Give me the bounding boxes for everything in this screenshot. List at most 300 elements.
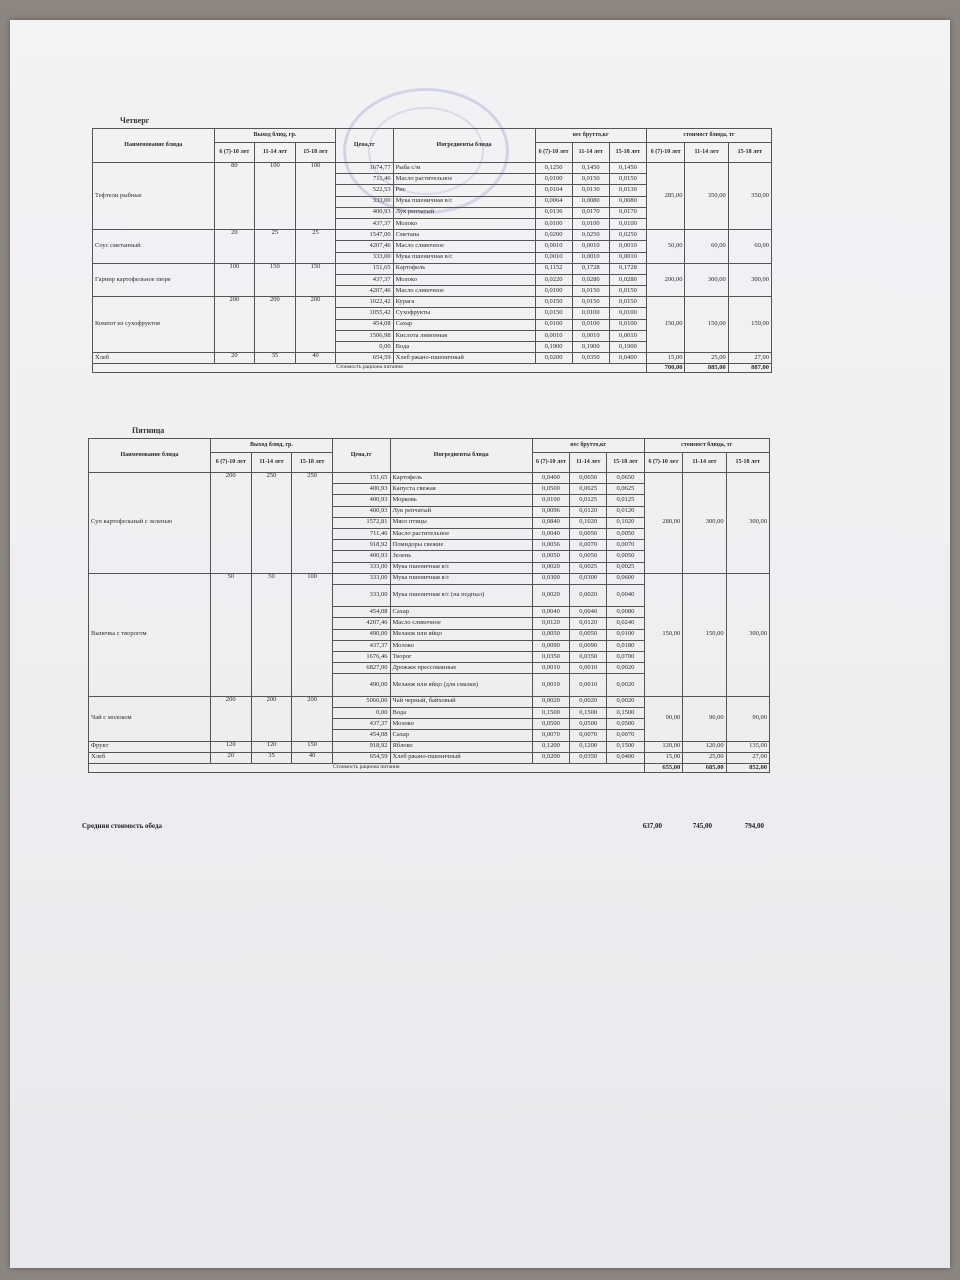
ingredient-price: 918,92 <box>332 741 390 752</box>
ingredient-name: Масло сливочное <box>393 241 535 252</box>
col-header-age: 6 (7)-10 лет <box>644 453 683 473</box>
ingredient-price: 711,46 <box>332 528 390 539</box>
ingredient-price: 400,93 <box>332 551 390 562</box>
ingredient-weight: 0,0400 <box>609 353 646 364</box>
dish-portion: 100 <box>214 263 255 297</box>
ingredient-weight: 0,0070 <box>607 730 644 741</box>
ingredient-weight: 0,1500 <box>532 707 569 718</box>
ingredient-weight: 0,0650 <box>607 473 644 484</box>
ingredient-name: Лук репчатый <box>390 506 532 517</box>
ingredient-weight: 0,0150 <box>572 286 609 297</box>
ingredient-row <box>93 353 772 364</box>
ingredient-weight: 0,0025 <box>607 562 644 573</box>
ingredient-weight: 0,0100 <box>609 308 646 319</box>
ingredient-name: Масло растительное <box>393 174 535 185</box>
dish-name: Тефтели рыбные <box>93 163 215 230</box>
ingredient-weight: 0,1500 <box>607 707 644 718</box>
ingredient-weight: 0,0180 <box>607 640 644 651</box>
dish-cost: 90,00 <box>726 696 769 741</box>
dish-cost: 300,00 <box>683 473 726 574</box>
ingredient-weight: 0,0104 <box>535 185 572 196</box>
ingredient-weight: 0,0300 <box>570 573 607 584</box>
ingredient-name: Сметана <box>393 230 535 241</box>
ingredient-weight: 0,1900 <box>609 342 646 353</box>
ingredient-price: 400,93 <box>332 495 390 506</box>
col-header-gross-weight: вес брутто,кг <box>532 439 644 453</box>
ingredient-name: Мясо птицы <box>390 517 532 528</box>
ingredient-weight: 0,0010 <box>570 674 607 696</box>
ingredient-weight: 0,1450 <box>609 163 646 174</box>
dish-name: Компот из сухофруктов <box>93 297 215 353</box>
ingredient-weight: 0,0240 <box>607 618 644 629</box>
dish-portion: 150 <box>255 263 296 297</box>
col-header-gross-weight: вес брутто,кг <box>535 129 646 143</box>
dish-portion: 200 <box>214 297 255 353</box>
ingredient-weight: 0,0150 <box>609 174 646 185</box>
ingredient-weight: 0,0625 <box>607 484 644 495</box>
dish-cost: 25,00 <box>683 752 726 763</box>
ingredient-weight: 0,0050 <box>607 528 644 539</box>
ingredient-weight: 0,0150 <box>572 297 609 308</box>
ingredient-weight: 0,0120 <box>570 506 607 517</box>
ingredient-price: 1547,00 <box>336 230 393 241</box>
ingredient-weight: 0,0090 <box>532 640 569 651</box>
ingredient-weight: 0,0150 <box>535 297 572 308</box>
ingredient-weight: 0,0040 <box>570 607 607 618</box>
ingredient-row <box>89 696 770 707</box>
ingredient-weight: 0,0096 <box>532 506 569 517</box>
ingredient-row <box>93 163 772 174</box>
ingredient-price: 1506,98 <box>336 330 393 341</box>
col-header-price: Цена,тг <box>332 439 390 473</box>
col-header-age: 15-18 лет <box>609 143 646 163</box>
ingredient-weight: 0,1500 <box>570 707 607 718</box>
ingredient-name: Курага <box>393 297 535 308</box>
ingredient-price: 490,00 <box>332 674 390 696</box>
ingredient-weight: 0,0010 <box>570 663 607 674</box>
ingredient-weight: 0,0050 <box>570 528 607 539</box>
col-header-age: 11-14 лет <box>572 143 609 163</box>
ingredient-weight: 0,0090 <box>570 640 607 651</box>
dish-name: Гарнир картофельное пюре <box>93 263 215 297</box>
ingredient-weight: 0,0150 <box>609 286 646 297</box>
ingredient-name: Хлеб ржано-пшеничный <box>390 752 532 763</box>
menu-table-friday <box>88 438 770 773</box>
dish-cost: 150,00 <box>683 573 726 696</box>
ingredient-weight: 0,0100 <box>535 319 572 330</box>
ingredient-price: 0,00 <box>332 707 390 718</box>
ingredient-weight: 0,0100 <box>572 319 609 330</box>
ingredient-weight: 0,0100 <box>535 286 572 297</box>
dish-cost: 50,00 <box>646 230 685 264</box>
ingredient-weight: 0,0070 <box>570 730 607 741</box>
ingredient-name: Вода <box>393 342 535 353</box>
col-header-age: 15-18 лет <box>728 143 771 163</box>
ingredient-weight: 0,0350 <box>572 353 609 364</box>
ingredient-name: Масло сливочное <box>393 286 535 297</box>
ingredient-price: 654,59 <box>332 752 390 763</box>
ingredient-weight: 0,0120 <box>607 506 644 517</box>
dish-name: Выпечка с творогом <box>89 573 211 696</box>
day-title-friday: Пятница <box>132 426 165 435</box>
ingredient-weight: 0,0600 <box>607 573 644 584</box>
ingredient-row <box>89 573 770 584</box>
ingredient-weight: 0,0010 <box>535 241 572 252</box>
ingredient-price: 333,00 <box>332 562 390 573</box>
ingredient-name: Сахар <box>393 319 535 330</box>
ingredient-weight: 0,0100 <box>607 629 644 640</box>
ingredient-weight: 0,0400 <box>607 752 644 763</box>
ingredient-price: 151,65 <box>336 263 393 274</box>
ingredient-weight: 0,0020 <box>607 674 644 696</box>
ingredient-price: 1055,42 <box>336 308 393 319</box>
average-cost-value: 745,00 <box>692 822 712 830</box>
ingredient-name: Лук репчатый <box>393 207 535 218</box>
dish-portion: 250 <box>292 473 333 574</box>
header-row <box>93 129 772 143</box>
dish-cost: 120,00 <box>644 741 683 752</box>
ingredient-row <box>89 473 770 484</box>
ingredient-price: 4207,46 <box>332 618 390 629</box>
dish-name: Хлеб <box>93 353 215 364</box>
average-cost-value: 794,00 <box>744 822 764 830</box>
ingredient-price: 333,00 <box>336 196 393 207</box>
ingredient-name: Меланж или яйцо <box>390 629 532 640</box>
ingredient-name: Мука пшеничная в/с <box>393 196 535 207</box>
dish-portion: 200 <box>255 297 296 353</box>
dish-cost: 150,00 <box>646 297 685 353</box>
ingredient-weight: 0,0050 <box>570 629 607 640</box>
ingredient-price: 454,08 <box>332 730 390 741</box>
dish-cost: 90,00 <box>683 696 726 741</box>
ingredient-weight: 0,1900 <box>535 342 572 353</box>
ingredient-name: Вода <box>390 707 532 718</box>
ingredient-name: Картофель <box>393 263 535 274</box>
ingredient-price: 437,37 <box>332 719 390 730</box>
ingredient-weight: 0,0010 <box>609 241 646 252</box>
ingredient-weight: 0,0500 <box>570 719 607 730</box>
ingredient-weight: 0,0200 <box>535 353 572 364</box>
total-row <box>89 763 770 772</box>
ingredient-weight: 0,0040 <box>532 528 569 539</box>
ingredient-weight: 0,0100 <box>572 218 609 229</box>
ingredient-price: 522,53 <box>336 185 393 196</box>
dish-portion: 100 <box>295 163 336 230</box>
ingredient-price: 1022,42 <box>336 297 393 308</box>
dish-cost: 27,00 <box>728 353 771 364</box>
dish-cost: 200,00 <box>646 263 685 297</box>
col-header-dish-cost: стоимост блюда, тг <box>644 439 769 453</box>
dish-portion: 200 <box>295 297 336 353</box>
ingredient-weight: 0,0010 <box>609 252 646 263</box>
dish-portion: 40 <box>295 353 336 364</box>
col-header-ingredients: Ингредиенты блюда <box>393 129 535 163</box>
ingredient-price: 654,59 <box>336 353 393 364</box>
average-cost-value: 637,00 <box>642 822 662 830</box>
ingredient-name: Мука пшеничная в/с <box>390 562 532 573</box>
ingredient-weight: 0,0100 <box>535 174 572 185</box>
dish-portion: 20 <box>214 353 255 364</box>
ingredient-weight: 0,0050 <box>570 551 607 562</box>
dish-cost: 135,00 <box>726 741 769 752</box>
ingredient-price: 151,65 <box>332 473 390 484</box>
dish-portion: 120 <box>210 741 251 752</box>
ingredient-price: 4207,46 <box>336 241 393 252</box>
ingredient-name: Яблоко <box>390 741 532 752</box>
dish-cost: 350,00 <box>728 163 771 230</box>
ingredient-name: Помидоры свежие <box>390 540 532 551</box>
dish-portion: 200 <box>210 696 251 741</box>
ingredient-price: 1674,77 <box>336 163 393 174</box>
ingredient-row <box>93 263 772 274</box>
col-header-age: 15-18 лет <box>607 453 644 473</box>
ingredient-weight: 0,0010 <box>572 241 609 252</box>
ingredient-weight: 0,0100 <box>609 319 646 330</box>
dish-cost: 300,00 <box>685 263 728 297</box>
ingredient-name: Рыба с/м <box>393 163 535 174</box>
ingredient-name: Картофель <box>390 473 532 484</box>
ingredient-name: Хлеб ржано-пшеничный <box>393 353 535 364</box>
ingredient-row <box>93 297 772 308</box>
ingredient-weight: 0,0500 <box>532 719 569 730</box>
ingredient-weight: 0,0040 <box>532 607 569 618</box>
ingredient-weight: 0,0200 <box>535 230 572 241</box>
col-header-age: 11-14 лет <box>685 143 728 163</box>
dish-portion: 50 <box>251 573 292 696</box>
ingredient-weight: 0,1450 <box>572 163 609 174</box>
ingredient-price: 454,08 <box>336 319 393 330</box>
ingredient-price: 400,93 <box>332 484 390 495</box>
ingredient-price: 437,37 <box>336 218 393 229</box>
dish-portion: 250 <box>251 473 292 574</box>
ingredient-weight: 0,0280 <box>572 274 609 285</box>
col-header-price: Цена,тг <box>336 129 393 163</box>
col-header-age: 11-14 лет <box>251 453 292 473</box>
ingredient-weight: 0,0020 <box>607 663 644 674</box>
dish-portion: 50 <box>210 573 251 696</box>
col-header-age: 11-14 лет <box>255 143 296 163</box>
dish-cost: 15,00 <box>644 752 683 763</box>
dish-cost: 60,00 <box>685 230 728 264</box>
dish-cost: 280,00 <box>644 473 683 574</box>
dish-cost: 150,00 <box>728 297 771 353</box>
dish-cost: 90,00 <box>644 696 683 741</box>
dish-portion: 200 <box>210 473 251 574</box>
ingredient-price: 0,00 <box>336 342 393 353</box>
ingredient-weight: 0,0840 <box>532 517 569 528</box>
ingredient-weight: 0,0050 <box>607 551 644 562</box>
dish-cost: 60,00 <box>728 230 771 264</box>
dish-portion: 40 <box>292 752 333 763</box>
dish-name: Фрукт <box>89 741 211 752</box>
col-header-age: 15-18 лет <box>726 453 769 473</box>
ingredient-weight: 0,0170 <box>609 207 646 218</box>
ingredient-price: 5066,00 <box>332 696 390 707</box>
ingredient-weight: 0,0050 <box>532 551 569 562</box>
ingredient-price: 333,00 <box>336 252 393 263</box>
ingredient-weight: 0,1152 <box>535 263 572 274</box>
dish-portion: 80 <box>214 163 255 230</box>
ingredient-weight: 0,0010 <box>609 330 646 341</box>
col-header-dish-cost: стоимост блюда, тг <box>646 129 771 143</box>
ingredient-weight: 0,0020 <box>607 696 644 707</box>
ingredient-weight: 0,0350 <box>570 652 607 663</box>
ingredient-weight: 0,0220 <box>535 274 572 285</box>
ingredient-weight: 0,1020 <box>570 517 607 528</box>
ingredient-weight: 0,0280 <box>609 274 646 285</box>
ingredient-name: Мука пшеничная в/с <box>393 252 535 263</box>
col-header-dish: Наименование блюда <box>93 129 215 163</box>
col-header-portion: Выход блюд, гр. <box>214 129 336 143</box>
total-value: 685,00 <box>683 763 726 772</box>
ingredient-name: Молоко <box>393 218 535 229</box>
ingredient-weight: 0,0700 <box>607 652 644 663</box>
total-row <box>93 364 772 373</box>
ingredient-price: 400,93 <box>332 506 390 517</box>
ingredient-weight: 0,0070 <box>570 540 607 551</box>
dish-cost: 300,00 <box>726 473 769 574</box>
ingredient-weight: 0,1500 <box>607 741 644 752</box>
ingredient-name: Меланж или яйцо (для смазки) <box>390 674 532 696</box>
ingredient-weight: 0,0020 <box>570 696 607 707</box>
ingredient-weight: 0,0150 <box>535 308 572 319</box>
ingredient-name: Чай черный, байховый <box>390 696 532 707</box>
ingredient-weight: 0,0056 <box>532 540 569 551</box>
menu-table-thursday <box>92 128 772 373</box>
ingredient-weight: 0,0040 <box>607 584 644 606</box>
col-header-portion: Выход блюд, гр. <box>210 439 332 453</box>
ingredient-price: 437,37 <box>332 640 390 651</box>
ingredient-weight: 0,1250 <box>535 163 572 174</box>
ingredient-weight: 0,0130 <box>572 185 609 196</box>
ingredient-weight: 0,0050 <box>532 629 569 640</box>
ingredient-weight: 0,0020 <box>570 584 607 606</box>
ingredient-row <box>93 230 772 241</box>
ingredient-weight: 0,0020 <box>532 562 569 573</box>
dish-portion: 25 <box>255 230 296 264</box>
ingredient-weight: 0,0100 <box>609 218 646 229</box>
ingredient-name: Сахар <box>390 607 532 618</box>
ingredient-weight: 0,0120 <box>532 618 569 629</box>
ingredient-weight: 0,0020 <box>532 584 569 606</box>
ingredient-price: 4207,46 <box>336 286 393 297</box>
ingredient-weight: 0,0250 <box>572 230 609 241</box>
ingredient-weight: 0,0500 <box>532 484 569 495</box>
average-cost-label: Средняя стоимость обеда <box>82 822 162 830</box>
ingredient-name: Дрожжи прессованные <box>390 663 532 674</box>
ingredient-weight: 0,0200 <box>532 752 569 763</box>
col-header-ingredients: Ингредиенты блюда <box>390 439 532 473</box>
dish-cost: 25,00 <box>685 353 728 364</box>
dish-portion: 200 <box>251 696 292 741</box>
ingredient-name: Морковь <box>390 495 532 506</box>
ingredient-name: Сахар <box>390 730 532 741</box>
dish-cost: 150,00 <box>644 573 683 696</box>
dish-portion: 150 <box>292 741 333 752</box>
dish-cost: 285,00 <box>646 163 685 230</box>
ingredient-weight: 0,0010 <box>532 663 569 674</box>
ingredient-name: Кислота лимонная <box>393 330 535 341</box>
ingredient-price: 333,00 <box>332 584 390 606</box>
ingredient-name: Мука пшеничная в/с <box>390 573 532 584</box>
ingredient-weight: 0,1900 <box>572 342 609 353</box>
dish-name: Суп картофельный с зеленью <box>89 473 211 574</box>
col-header-age: 6 (7)-10 лет <box>535 143 572 163</box>
ingredient-price: 918,92 <box>332 540 390 551</box>
ingredient-weight: 0,1200 <box>532 741 569 752</box>
ingredient-name: Зелень <box>390 551 532 562</box>
ingredient-weight: 0,1200 <box>570 741 607 752</box>
ingredient-row <box>89 741 770 752</box>
ingredient-weight: 0,0625 <box>570 484 607 495</box>
dish-portion: 200 <box>292 696 333 741</box>
ingredient-weight: 0,0070 <box>532 730 569 741</box>
total-value: 887,00 <box>728 364 771 373</box>
col-header-age: 15-18 лет <box>292 453 333 473</box>
dish-portion: 100 <box>255 163 296 230</box>
header-row <box>89 439 770 453</box>
ingredient-weight: 0,0350 <box>570 752 607 763</box>
ingredient-weight: 0,0125 <box>607 495 644 506</box>
dish-portion: 20 <box>210 752 251 763</box>
ingredient-weight: 0,0120 <box>570 618 607 629</box>
col-header-age: 6 (7)-10 лет <box>210 453 251 473</box>
total-value: 700,00 <box>646 364 685 373</box>
dish-name: Соус сметанный <box>93 230 215 264</box>
total-label: Стоимость рациона питания <box>89 763 645 772</box>
ingredient-name: Молоко <box>390 719 532 730</box>
col-header-age: 6 (7)-10 лет <box>532 453 569 473</box>
dish-cost: 150,00 <box>685 297 728 353</box>
dish-cost: 300,00 <box>728 263 771 297</box>
ingredient-price: 400,93 <box>336 207 393 218</box>
day-title-thursday: Четверг <box>120 116 150 125</box>
ingredient-name: Мука пшеничная в/с (на подпыл) <box>390 584 532 606</box>
ingredient-name: Сухофрукты <box>393 308 535 319</box>
col-header-age: 15-18 лет <box>295 143 336 163</box>
ingredient-weight: 0,0025 <box>570 562 607 573</box>
col-header-age: 6 (7)-10 лет <box>646 143 685 163</box>
ingredient-weight: 0,0100 <box>532 495 569 506</box>
ingredient-weight: 0,0080 <box>609 196 646 207</box>
dish-portion: 35 <box>255 353 296 364</box>
total-value: 885,00 <box>685 364 728 373</box>
ingredient-weight: 0,0010 <box>535 252 572 263</box>
total-value: 852,00 <box>726 763 769 772</box>
ingredient-weight: 0,1728 <box>609 263 646 274</box>
ingredient-weight: 0,0125 <box>570 495 607 506</box>
ingredient-row <box>89 752 770 763</box>
total-value: 655,00 <box>644 763 683 772</box>
dish-portion: 35 <box>251 752 292 763</box>
ingredient-name: Масло растительное <box>390 528 532 539</box>
dish-portion: 100 <box>292 573 333 696</box>
ingredient-weight: 0,0136 <box>535 207 572 218</box>
ingredient-name: Молоко <box>393 274 535 285</box>
ingredient-weight: 0,0080 <box>572 196 609 207</box>
ingredient-weight: 0,0100 <box>572 308 609 319</box>
ingredient-weight: 0,0650 <box>570 473 607 484</box>
ingredient-weight: 0,0300 <box>532 573 569 584</box>
ingredient-price: 333,00 <box>332 573 390 584</box>
ingredient-weight: 0,0070 <box>607 540 644 551</box>
ingredient-weight: 0,0350 <box>532 652 569 663</box>
ingredient-weight: 0,0130 <box>609 185 646 196</box>
col-header-age: 6 (7)-10 лет <box>214 143 255 163</box>
ingredient-price: 1676,46 <box>332 652 390 663</box>
ingredient-price: 437,37 <box>336 274 393 285</box>
ingredient-weight: 0,0010 <box>532 674 569 696</box>
